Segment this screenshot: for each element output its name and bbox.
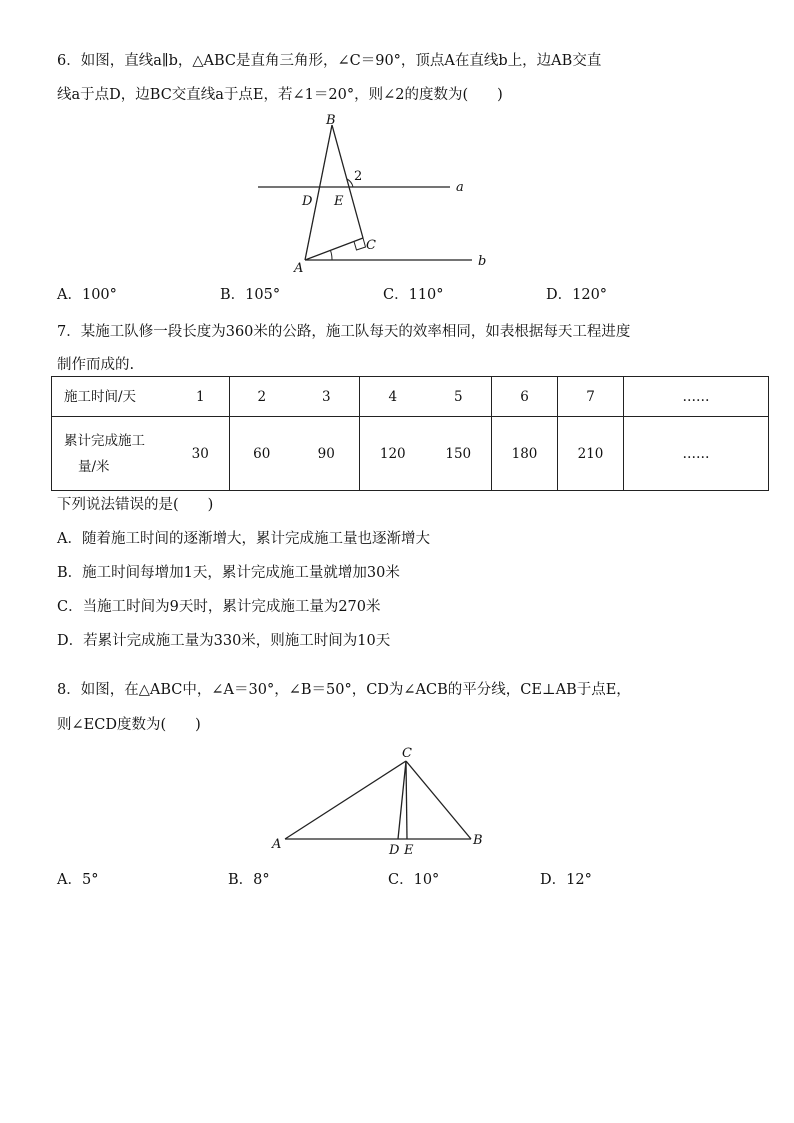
q6-option-c[interactable]: C．110° bbox=[383, 287, 444, 303]
q7-option-a[interactable]: A．随着施工时间的逐渐增大，累计完成施工量也逐渐增大 bbox=[57, 531, 430, 547]
q8-option-b[interactable]: B．8° bbox=[228, 872, 270, 888]
cell-day: …… bbox=[624, 377, 769, 417]
q8-option-a[interactable]: A．5° bbox=[57, 872, 99, 888]
label-D: D bbox=[302, 194, 313, 209]
label-B: B bbox=[473, 833, 483, 848]
q8-option-d[interactable]: D．12° bbox=[540, 872, 592, 888]
q7-option-b[interactable]: B．施工时间每增加1天，累计完成施工量就增加30米 bbox=[57, 565, 400, 581]
cell-amount: 150 bbox=[426, 417, 492, 491]
label-B: B bbox=[326, 113, 336, 128]
q7-prompt: 下列说法错误的是( ) bbox=[57, 497, 214, 513]
q8-option-c[interactable]: C．10° bbox=[388, 872, 440, 888]
side-ac bbox=[285, 761, 406, 839]
cell-day: 6 bbox=[492, 377, 558, 417]
cell-amount: 90 bbox=[294, 417, 360, 491]
q6-option-b[interactable]: B．105° bbox=[220, 287, 281, 303]
bisector-cd bbox=[398, 761, 406, 839]
q6-stem-line2: 线a于点D，边BC交直线a于点E，若∠1＝20°，则∠2的度数为( ) bbox=[57, 87, 503, 103]
q7-stem-line1: 7．某施工队修一段长度为360米的公路，施工队每天的效率相同，如表根据每天工程进度 bbox=[57, 324, 631, 340]
label-E: E bbox=[404, 843, 414, 858]
side-bc bbox=[406, 761, 471, 839]
cell-amount: 210 bbox=[558, 417, 624, 491]
cell-amount: 30 bbox=[172, 417, 230, 491]
cell-day: 4 bbox=[360, 377, 426, 417]
q6-stem-line1: 6．如图，直线a∥b，△ABC是直角三角形，∠C＝90°，顶点A在直线b上，边AB交直 bbox=[57, 53, 602, 69]
q8-stem-line1: 8．如图，在△ABC中，∠A＝30°，∠B＝50°，CD为∠ACB的平分线，CE⊥AB于点E， bbox=[57, 682, 631, 698]
side-ab bbox=[305, 125, 332, 260]
cell-day: 5 bbox=[426, 377, 492, 417]
altitude-ce bbox=[406, 761, 407, 839]
header-amount bbox=[52, 417, 172, 491]
side-ac bbox=[305, 238, 363, 260]
cell-amount: …… bbox=[624, 417, 769, 491]
q7-stem-line2: 制作而成的. bbox=[57, 357, 135, 373]
q6-option-d[interactable]: D．120° bbox=[546, 287, 608, 303]
header-amount-line1: 累计完成施工 bbox=[64, 432, 145, 449]
cell-amount: 180 bbox=[492, 417, 558, 491]
cell-day: 7 bbox=[558, 377, 624, 417]
label-line-a: a bbox=[456, 180, 464, 195]
label-E: E bbox=[334, 194, 344, 209]
label-A: A bbox=[272, 837, 282, 852]
label-D: D bbox=[389, 843, 400, 858]
label-angle2: 2 bbox=[354, 169, 363, 184]
q7-option-c[interactable]: C．当施工时间为9天时，累计完成施工量为270米 bbox=[57, 599, 381, 615]
angle1-arc bbox=[331, 251, 333, 261]
cell-day: 3 bbox=[294, 377, 360, 417]
q8-stem-line2: 则∠ECD度数为( ) bbox=[57, 717, 201, 733]
label-line-b: b bbox=[478, 254, 487, 269]
q7-option-d[interactable]: D．若累计完成施工量为330米，则施工时间为10天 bbox=[57, 633, 391, 649]
progress-table bbox=[51, 376, 769, 491]
q8-figure bbox=[265, 740, 495, 865]
label-C: C bbox=[402, 746, 412, 761]
cell-day: 2 bbox=[230, 377, 294, 417]
label-A: A bbox=[294, 261, 304, 276]
q6-figure bbox=[250, 110, 500, 280]
cell-day: 1 bbox=[172, 377, 230, 417]
table-row-amounts bbox=[52, 417, 769, 491]
label-C: C bbox=[366, 238, 376, 253]
header-amount-line2: 量/米 bbox=[78, 458, 110, 475]
header-time: 施工时间/天 bbox=[52, 377, 172, 417]
q6-option-a[interactable]: A．100° bbox=[57, 287, 117, 303]
table-row-days bbox=[52, 377, 769, 417]
cell-amount: 120 bbox=[360, 417, 426, 491]
cell-amount: 60 bbox=[230, 417, 294, 491]
